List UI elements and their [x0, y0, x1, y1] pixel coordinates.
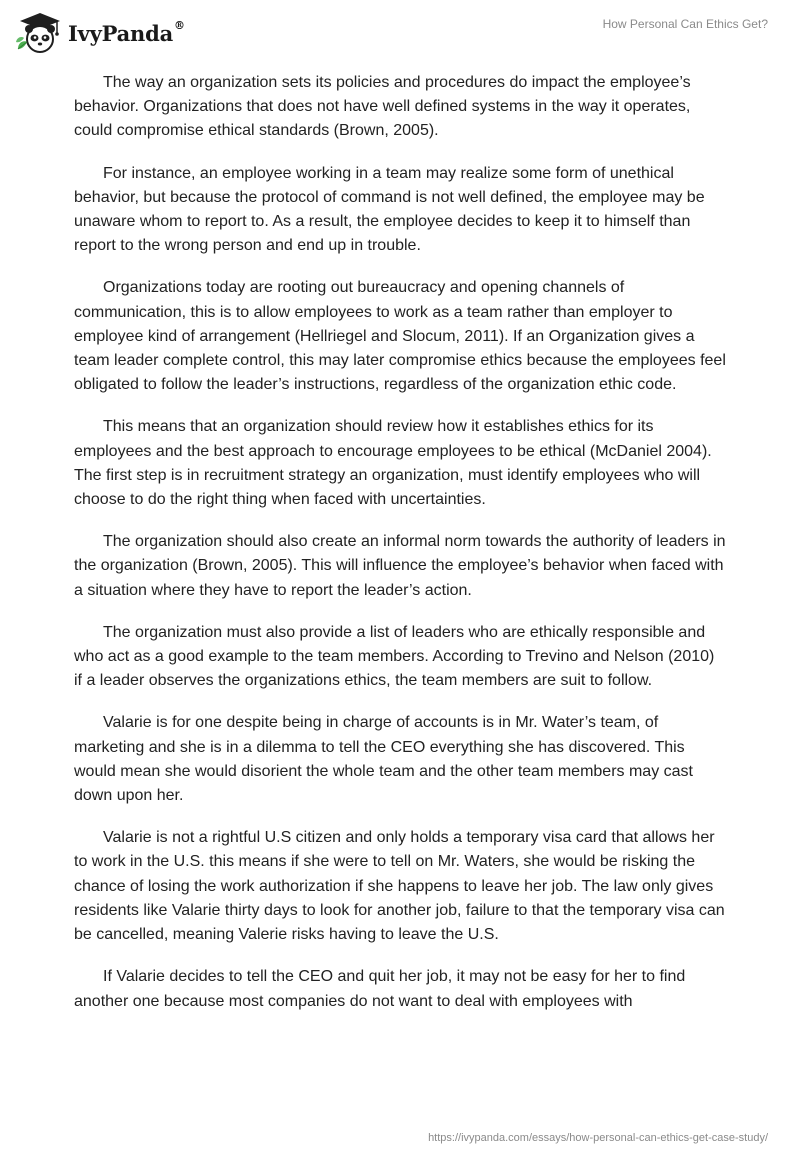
page-header: [0, 0, 800, 64]
essay-paragraph: The way an organization sets its policies and procedures do impact the employee’s behavior. Organizations that does not have well defined systems in the way it operates, could compromise ethical standards (Brown, 2005).: [74, 74, 691, 140]
source-url[interactable]: https://ivypanda.com/essays/how-personal-can-ethics-get-case-study/: [428, 1132, 768, 1144]
brand-name: [68, 18, 185, 46]
essay-paragraph: The organization should also create an informal norm towards the authority of leaders in the organization (Brown, 2005). This will influence the employee’s behavior when faced with a situation where they have to report the leader’s action.: [74, 533, 726, 599]
essay-paragraph: The organization must also provide a list of leaders who are ethically responsible and who act as a good example to the team members. According to Trevino and Nelson (2010) if a leader observes the organizations ethics, the team members are suit to follow.: [74, 623, 715, 690]
brand-name-text: IvyPanda: [68, 20, 174, 46]
document-title: How Personal Can Ethics Get?: [602, 17, 768, 31]
essay-paragraph: This means that an organization should review how it establishes ethics for its employees and the best approach to encourage employees to be ethical (McDaniel 2004). The first step is in recruitment strategy an organization, must identify employees who will choose to do the right thing when faced with uncertainties.: [74, 418, 712, 509]
essay-paragraph: Valarie is for one despite being in charge of accounts is in Mr. Water’s team, of marketing and she is in a dilemma to tell the CEO everything she has discovered. This would mean she would disorient the whole team and the other team members may cast down upon her.: [74, 714, 693, 805]
panda-graduation-cap-icon: [14, 9, 62, 55]
registered-mark: ®: [174, 18, 185, 32]
essay-paragraph: For instance, an employee working in a team may realize some form of unethical behavior, but because the protocol of command is not well defined, the employee may be unaware whom to report to. As a result, the employee decides to keep it to himself than report to the wrong person and end up in trouble.: [74, 164, 705, 255]
essay-body: [74, 71, 726, 1032]
essay-paragraph: Valarie is not a rightful U.S citizen and only holds a temporary visa card that allows her to work in the U.S. this means if she were to tell on Mr. Waters, she would be risking the chance of losing the work authorization if she happens to leave her job. The law only gives residents like Valarie thirty days to look for another job, failure to that the temporary visa can be cancelled, meaning Valerie risks having to leave the U.S.: [74, 829, 725, 944]
essay-paragraph: If Valarie decides to tell the CEO and quit her job, it may not be easy for her to find another one because most companies do not want to deal with employees with: [74, 968, 686, 1010]
ivypanda-logo[interactable]: [14, 9, 185, 55]
essay-paragraph: Organizations today are rooting out bureaucracy and opening channels of communication, this is to allow employees to work as a team rather than employer to employee kind of arrangement (Hellriegel and Slocum, 2011). If an Organization gives a team leader complete control, this may later compromise ethics because the employees feel obligated to follow the leader’s instructions, regardless of the organization ethic code.: [74, 279, 726, 394]
